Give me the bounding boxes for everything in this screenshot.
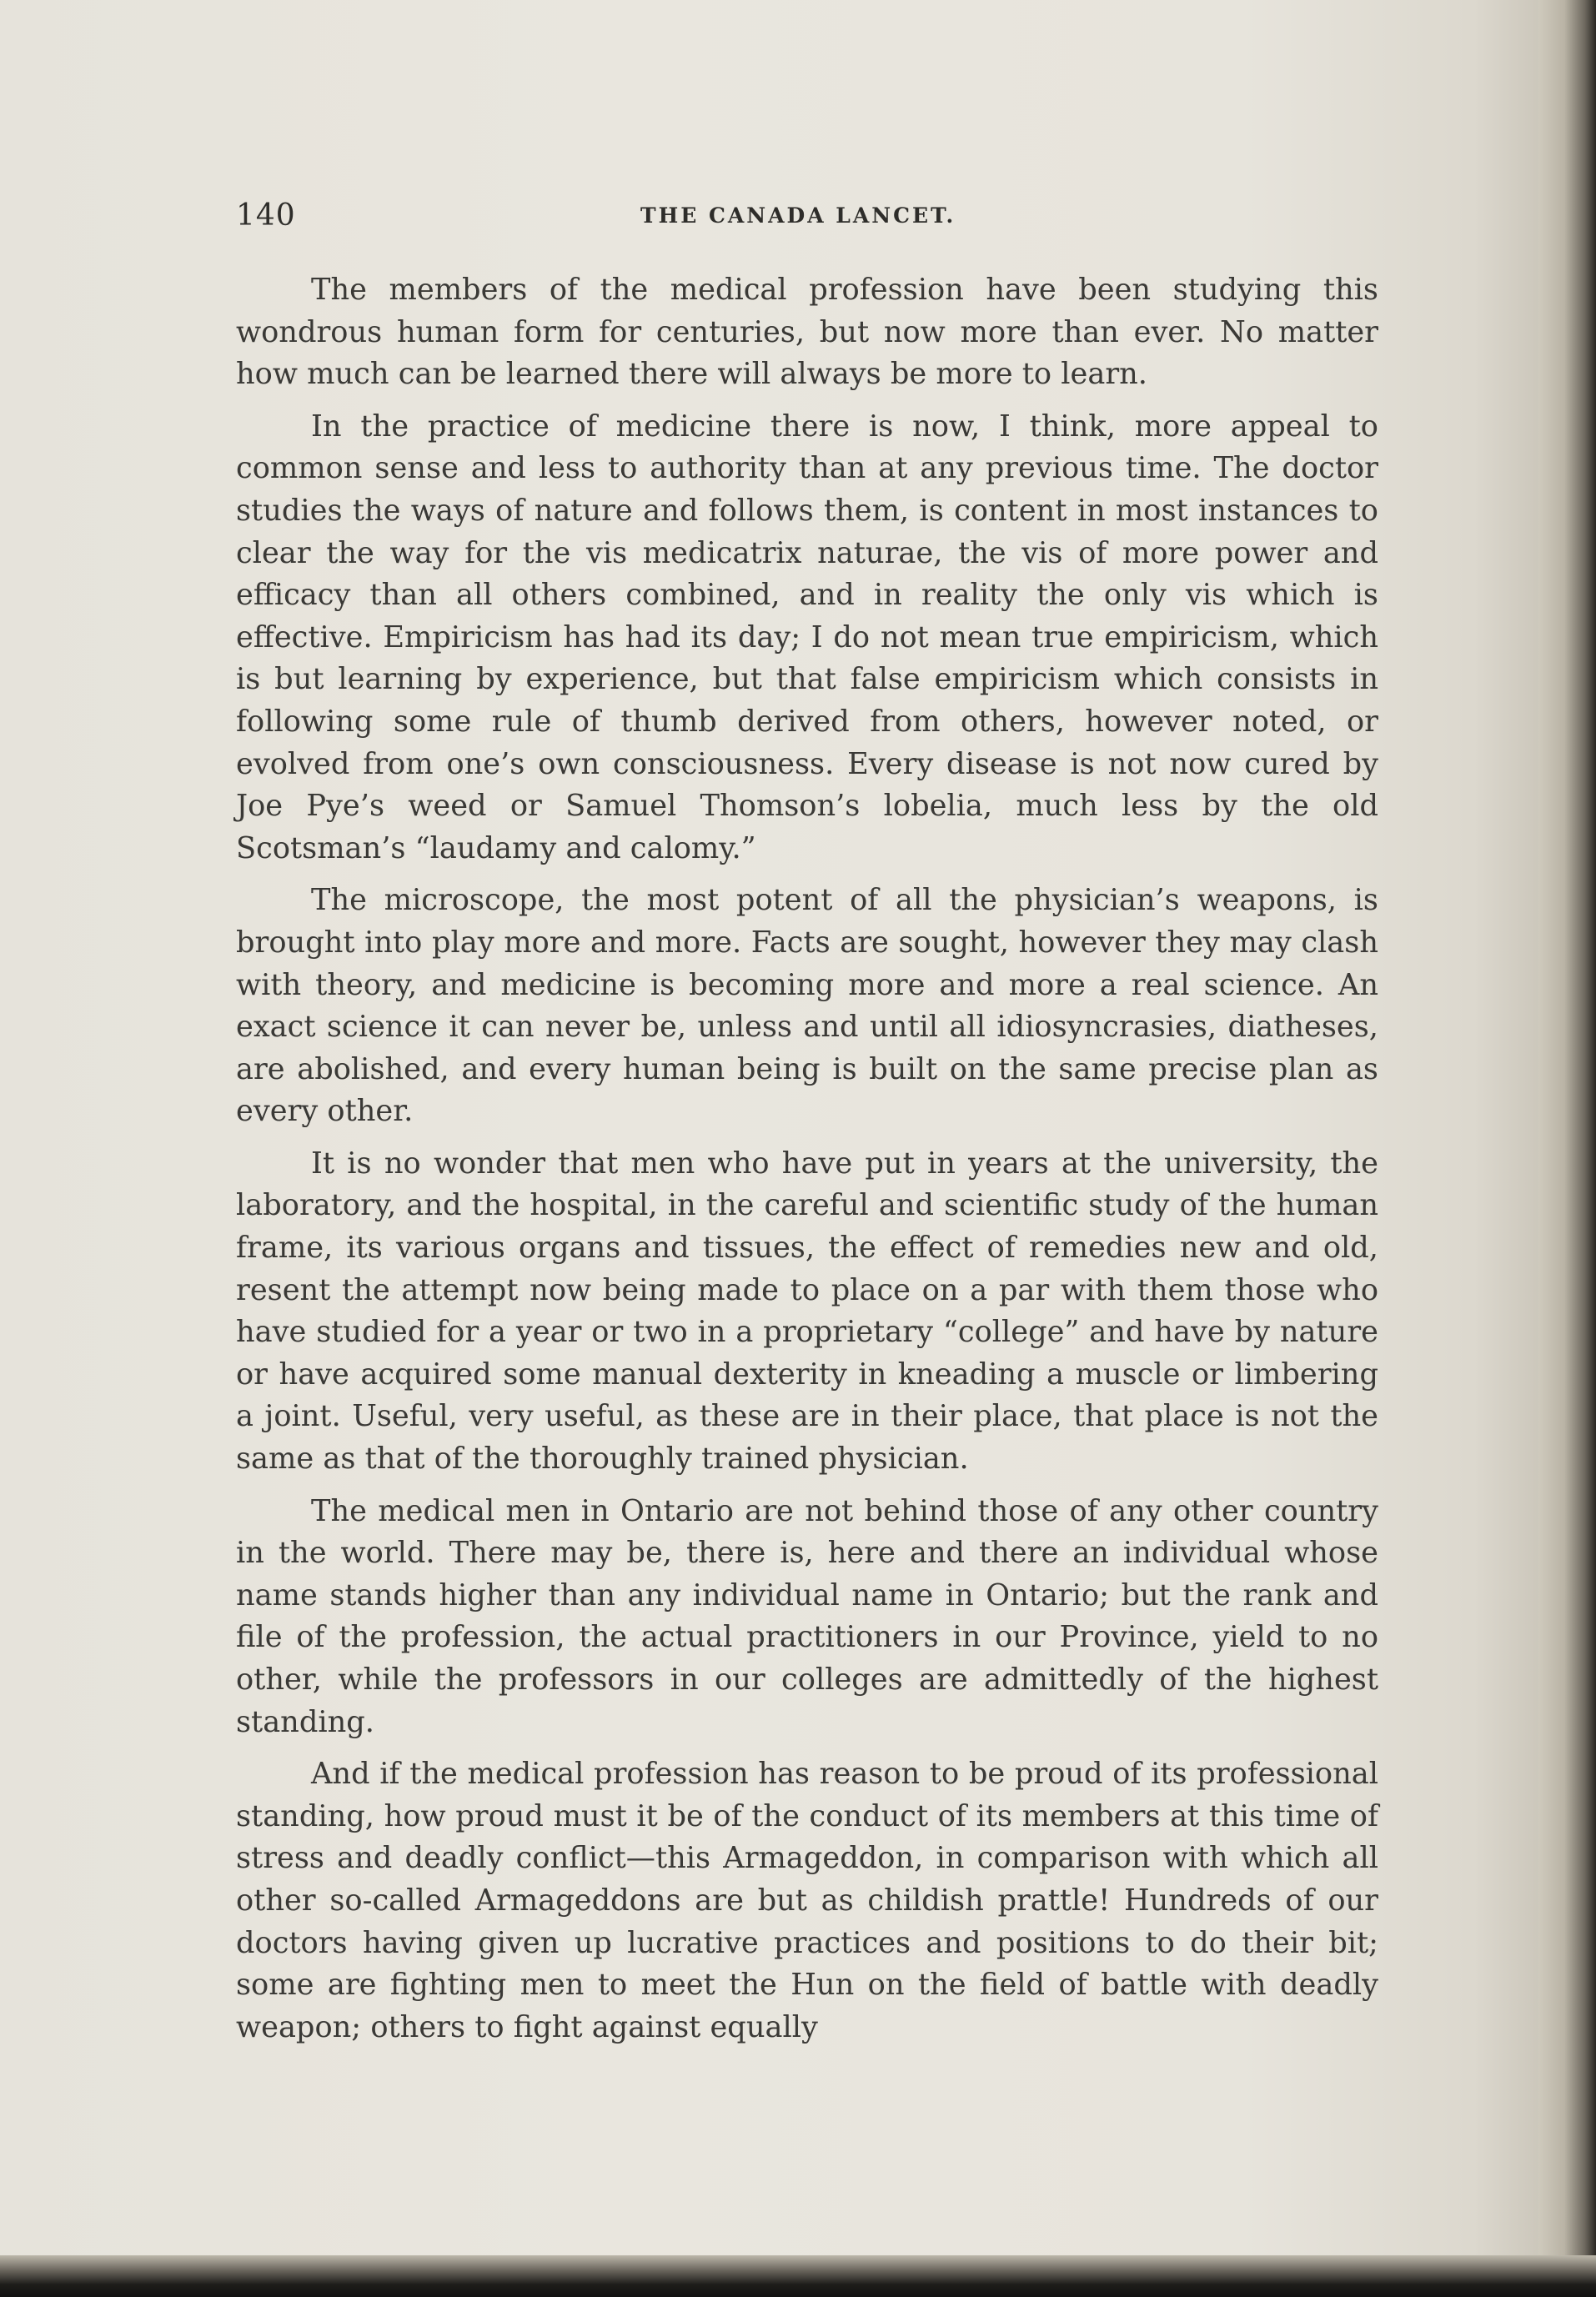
page-edge-shadow [1538, 0, 1596, 2297]
paragraph: The medical men in Ontario are not behind those of any other country in the world. There may be, there is, here and there an individual whose name stands higher than any individual name in Ontario; but the rank and file of the profession, the actual practitioners in our Province, yield to no other, while the professors in our colleges are admittedly of the highest standing. [236, 1493, 1378, 1739]
paragraph: In the practice of medicine there is now, I think, more appeal to common sense and less to authority than at any previous time. The doctor studies the ways of nature and follows them, is content in most instances to clear the way for the vis medicatrix naturae, the vis of more power and efficacy than all others combined, and in reality the only vis which is effective. Empiricism has had its day; I do not mean true empiricism, which is but learning by experience, but that false empiricism which consists in following some rule of thumb derived from others, however noted, or evolved from one’s own consciousness. Every disease is not now cured by Joe Pye’s weed or Samuel Thomson’s lobelia, much less by the old Scotsman’s “laudamy and calomy.” [236, 409, 1378, 865]
paragraph: The microscope, the most potent of all the physician’s weapons, is brought into play more and more. Facts are sought, however they may clash with theory, and medicine is becoming more and more a real science. An exact science it can never be, unless and until all idiosyncrasies, diatheses, are abolished, and every human being is built on the same precise plan as every other. [236, 883, 1378, 1129]
body-text [236, 269, 1378, 2059]
paragraph: The members of the medical profession have been studying this wondrous human form for centuries, but now more than ever. No matter how much can be learned there will always be more to learn. [236, 273, 1378, 392]
paragraph: And if the medical profession has reason to be proud of its professional standing, how proud must it be of the conduct of its members at this time of stress and deadly conflict—this Armageddon, in comparison with which all other so-called Armageddons are but as childish prattle! Hundreds of our doctors having given up lucrative practices and positions to do their bit; some are fighting men to meet the Hun on the field of battle with deadly weapon; others to fight against equally [236, 1757, 1378, 2044]
bottom-edge-shadow [0, 2255, 1596, 2297]
paragraph: It is no wonder that men who have put in years at the university, the laboratory, and the hospital, in the careful and scientific study of the human frame, its various organs and tissues, the effect of remedies new and old, resent the attempt now being made to place on a par with them those who have studied for a year or two in a proprietary “college” and have by nature or have acquired some manual dexterity in kneading a muscle or limbering a joint. Useful, very useful, as these are in their place, that place is not the same as that of the thoroughly trained physician. [236, 1146, 1378, 1477]
page-header [236, 198, 1378, 240]
page-number: 140 [236, 198, 296, 233]
running-head: THE CANADA LANCET. [640, 203, 956, 228]
